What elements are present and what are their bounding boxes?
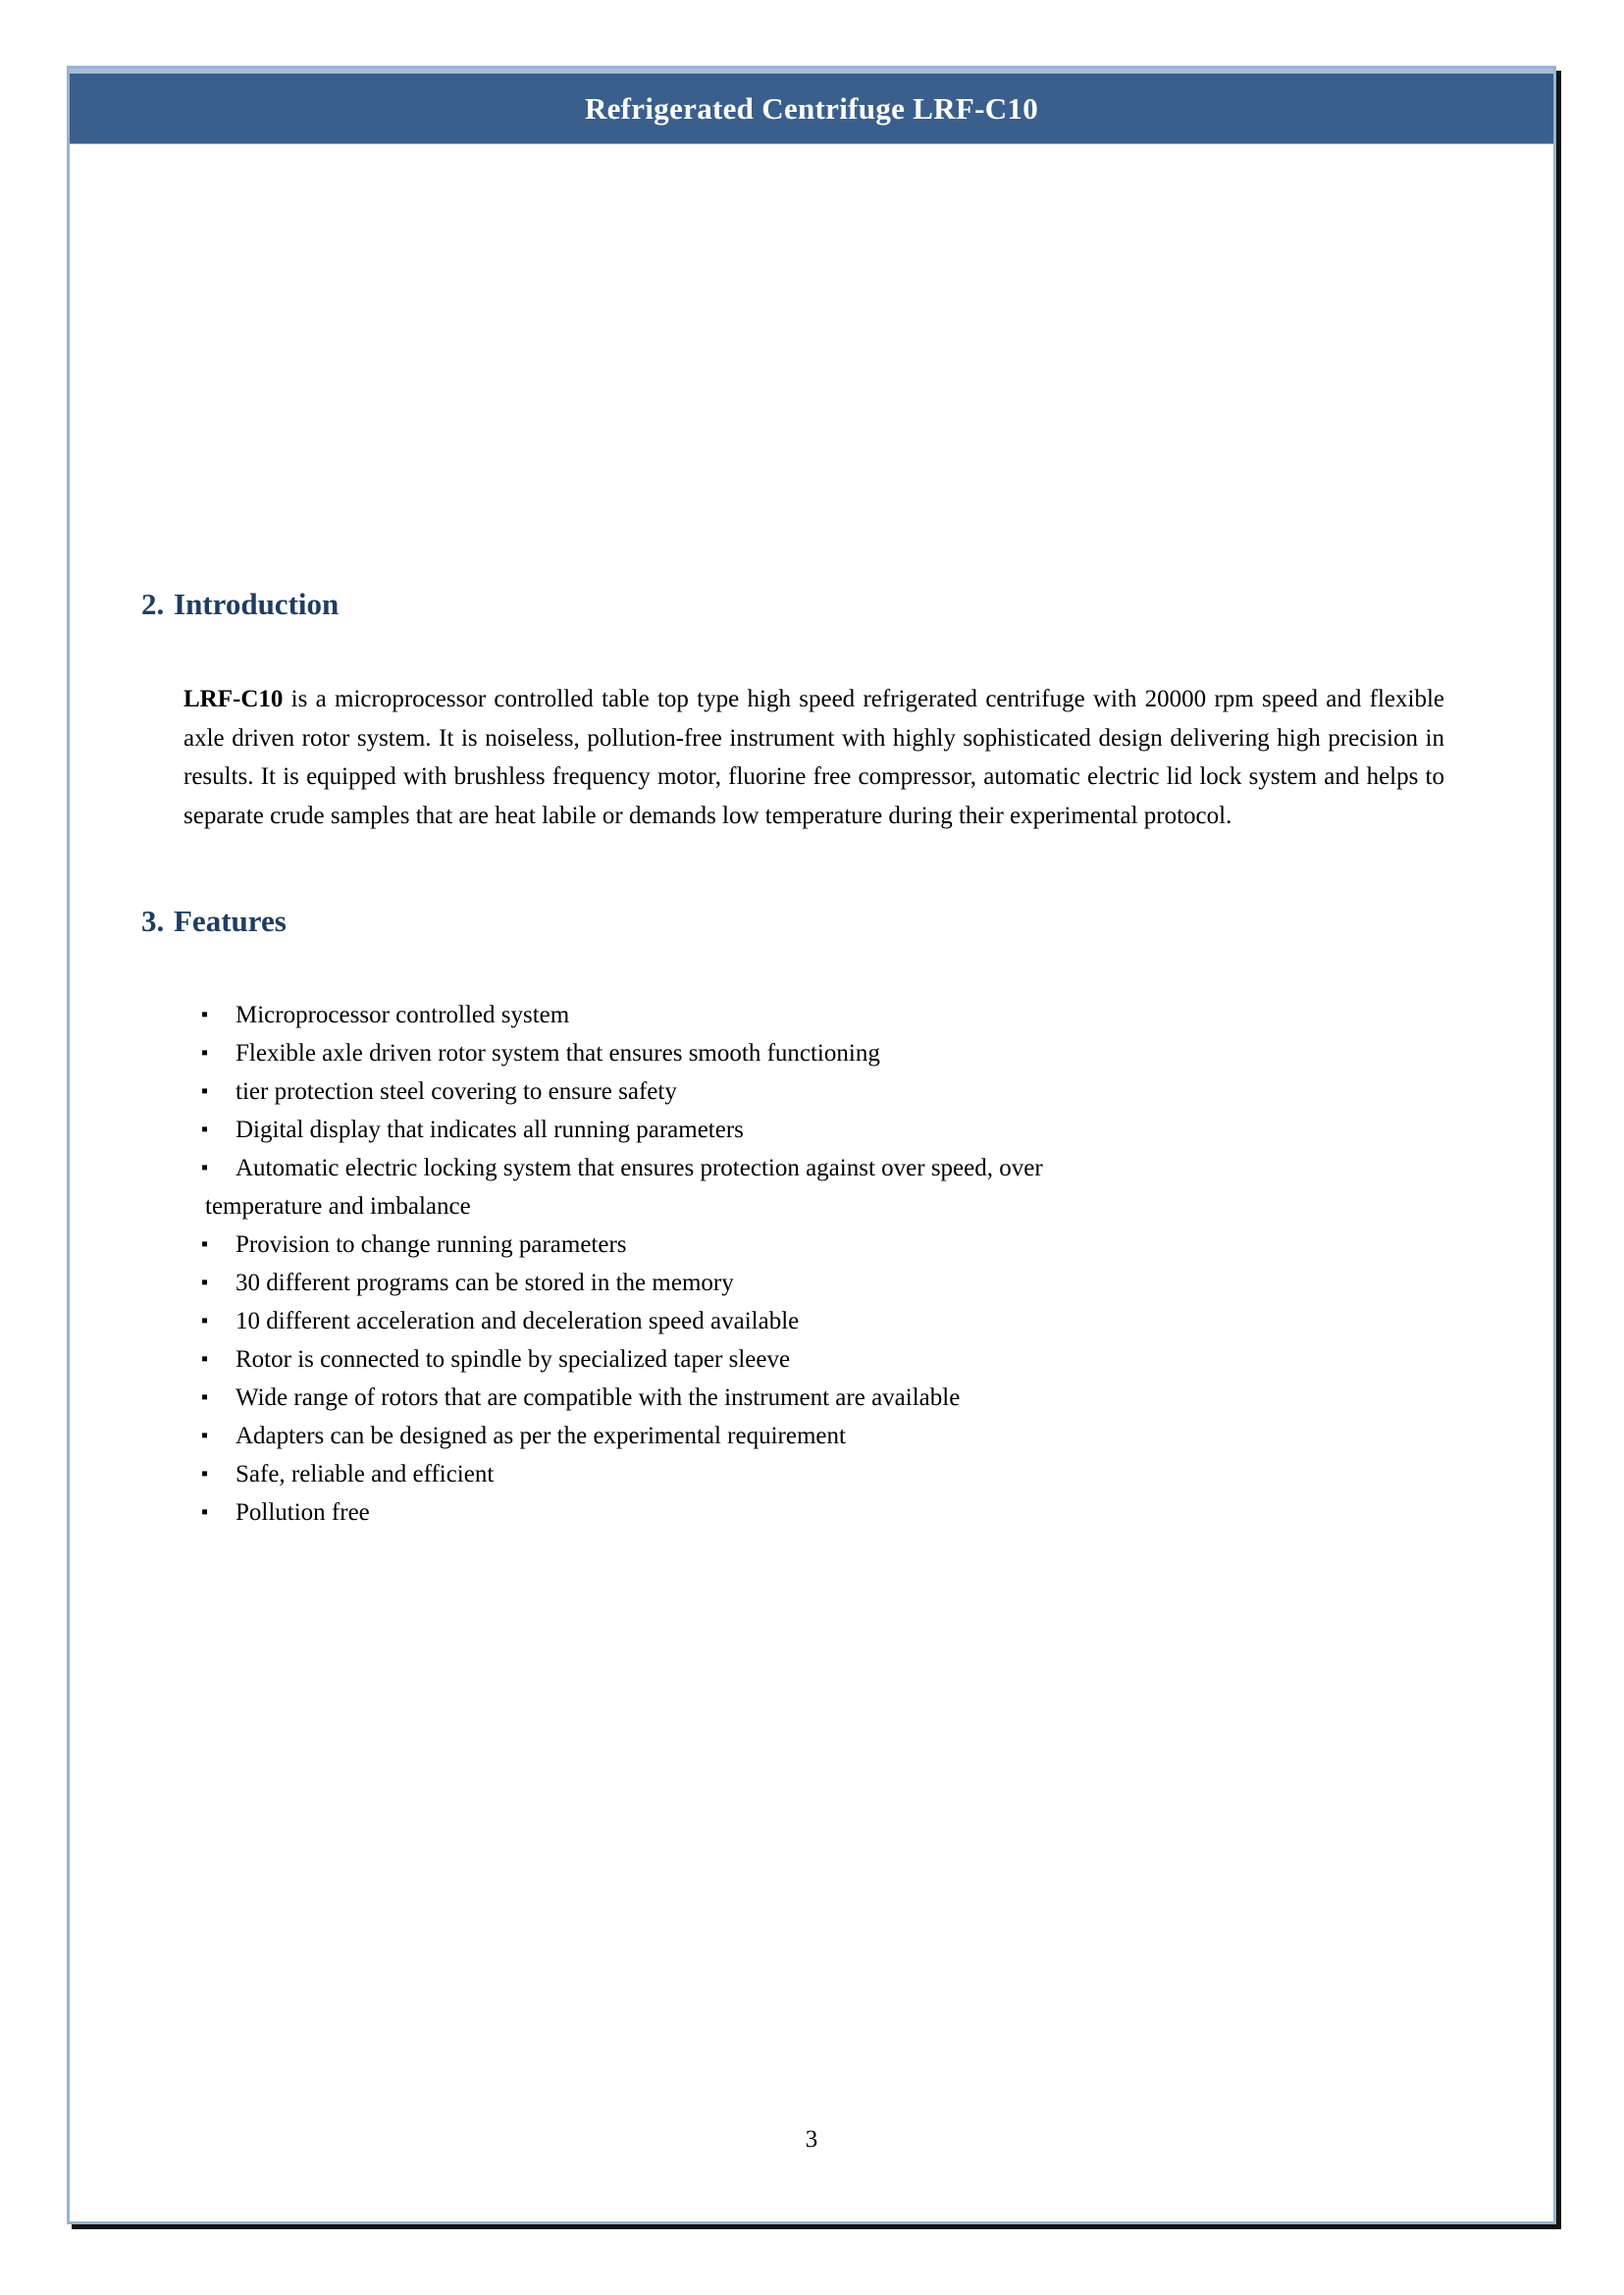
feature-item [70,1149,1553,1226]
section-heading-features [70,902,1553,941]
feature-text: 30 different programs can be stored in the memory [236,1270,734,1296]
feature-text: 10 different acceleration and deceleration speed available [236,1308,800,1334]
feature-text: Safe, reliable and efficient [236,1461,495,1487]
bullet-square-icon: ▪ [201,1425,209,1446]
bullet-square-icon: ▪ [201,1386,209,1408]
section-heading-introduction [70,585,1553,624]
page-body [70,585,1553,1532]
feature-item [70,1340,1553,1379]
page-header-banner [70,69,1553,144]
bullet-square-icon: ▪ [201,1272,209,1293]
feature-text: Flexible axle driven rotor system that ensures smooth functioning [236,1040,880,1067]
page-footer [70,2126,1553,2154]
features-list [70,996,1553,1532]
bullet-square-icon: ▪ [201,1310,209,1331]
model-name-bold: LRF-C10 [183,686,284,712]
bullet-square-icon: ▪ [201,1348,209,1370]
section-number-features: 3. [141,904,165,938]
feature-text: Pollution free [236,1499,370,1526]
feature-item [70,1417,1553,1455]
bullet-square-icon: ▪ [201,1157,209,1178]
page-number: 3 [805,2126,818,2153]
document-title: Refrigerated Centrifuge LRF-C10 [584,90,1039,126]
feature-item [70,1111,1553,1149]
feature-text: Automatic electric locking system that ensures protection against over speed, over [236,1155,1043,1181]
feature-text: Microprocessor controlled system [236,1002,570,1028]
section-number-introduction: 2. [141,587,165,621]
introduction-text: is a microprocessor controlled table top type high speed refrigerated centrifuge with 20000 rpm speed and flexible axle driven rotor system. It is noiseless, pollution-free instrument with highly sophisticated design delivering high precision in results. It is equipped with brushless frequency motor, fluorine free compressor, automatic electric lid lock system and helps to separate crude samples that are heat labile or demands low temperature during their experimental protocol. [183,686,1444,829]
feature-item [70,1034,1553,1072]
feature-item [70,1072,1553,1111]
document-page-frame [67,66,1556,2224]
feature-text: Adapters can be designed as per the experimental requirement [236,1423,846,1449]
bullet-square-icon: ▪ [201,1233,209,1255]
bullet-square-icon: ▪ [201,1463,209,1485]
feature-item [70,1264,1553,1302]
feature-item [70,1455,1553,1493]
feature-text: tier protection steel covering to ensure safety [236,1078,677,1105]
feature-text: Rotor is connected to spindle by specialized taper sleeve [236,1346,791,1373]
feature-text: Wide range of rotors that are compatible with the instrument are available [236,1384,961,1411]
introduction-paragraph [183,680,1444,835]
feature-text: Provision to change running parameters [236,1231,627,1258]
bullet-square-icon: ▪ [201,1004,209,1025]
feature-text: Digital display that indicates all running parameters [236,1117,744,1143]
bullet-square-icon: ▪ [201,1501,209,1523]
feature-item [70,1226,1553,1264]
bullet-square-icon: ▪ [201,1080,209,1102]
bullet-square-icon: ▪ [201,1042,209,1064]
feature-item [70,1493,1553,1532]
feature-item [70,1379,1553,1417]
section-title-introduction: Introduction [174,587,340,621]
section-title-features: Features [174,904,287,938]
feature-item [70,996,1553,1034]
bullet-square-icon: ▪ [201,1119,209,1140]
feature-text-continuation: temperature and imbalance [205,1193,471,1220]
feature-item [70,1302,1553,1340]
